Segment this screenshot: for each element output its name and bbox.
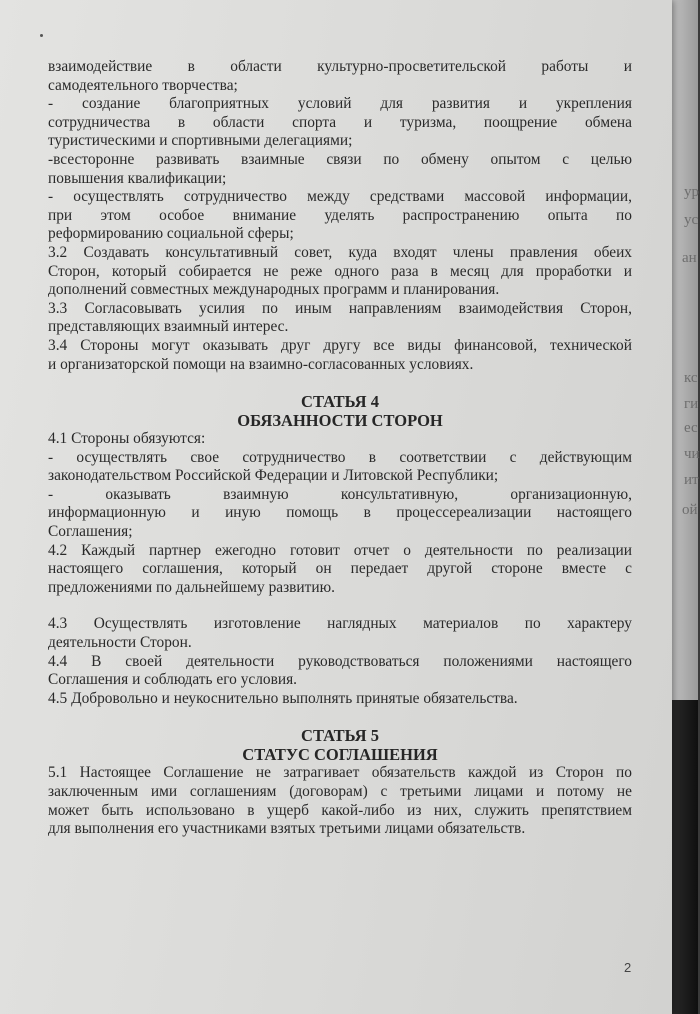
body-line: деятельности Сторон. [48, 634, 192, 652]
clause-3-3: 3.3 Согласовывать усилия по иным направлениям взаимодействия Сторон, [48, 299, 632, 317]
body-line: представляющих взаимный интерес. [48, 318, 289, 336]
body-line: Соглашения; [48, 523, 133, 541]
body-line: предложениями по дальнейшему развитию. [48, 578, 335, 596]
body-line: для выполнения его участниками взятых третьими лицами обязательств. [48, 820, 526, 838]
body-line: - осуществлять сотрудничество между средствами массовой информации, [48, 188, 632, 206]
article-5-title: СТАТУС СОГЛАШЕНИЯ [242, 745, 438, 765]
background-text-fragment: кс [684, 370, 698, 386]
body-line: может быть использовано в ущерб какой-либо из них, служить препятствием [48, 801, 632, 819]
body-line: повышения квалификации; [48, 169, 227, 187]
clause-3-2: 3.2 Создавать консультативный совет, куда входят члены правления обеих [48, 243, 632, 261]
body-line: -всесторонне развивать взаимные связи по обмену опытом с целью [48, 150, 632, 168]
body-line: Сторон, который собирается не реже одного раза в месяц для проработки и [48, 262, 632, 280]
table-surface [672, 700, 698, 1014]
body-line: при этом особое внимание уделять распространению опыта по [48, 206, 632, 224]
body-line: настоящего соглашения, который он передает другой стороне вместе с [48, 560, 632, 578]
body-line: дополнений совместных международных программ и планирования. [48, 281, 500, 299]
body-line: - оказывать взаимную консультативную, организационную, [48, 485, 632, 503]
paper-speck [40, 34, 43, 37]
section-4 [48, 430, 632, 597]
body-line: и организаторской помощи на взаимно-согласованных условиях. [48, 355, 474, 373]
body-line: заключенным ими соглашениям (договорам) с третьими лицами и потому не [48, 783, 632, 800]
clause-4-3: 4.3 Осуществлять изготовление наглядных материалов по характеру [48, 615, 632, 633]
background-text-fragment: ги [684, 396, 699, 412]
background-text-fragment: ой [682, 502, 698, 518]
section-5 [48, 764, 632, 838]
article-4-number: СТАТЬЯ 4 [301, 392, 379, 412]
body-line: - осуществлять свое сотрудничество в соответствии с действующим [48, 448, 632, 466]
background-text-fragment: ус [684, 212, 699, 228]
background-text-fragment: ес [684, 420, 698, 436]
background-text-fragment: чи [684, 446, 700, 462]
background-text-fragment: ур [684, 184, 699, 200]
clause-5-1: 5.1 Настоящее Соглашение не затрагивает обязательств каждой из Сторон по [48, 764, 632, 782]
body-line: сотрудничества в области спорта и туризма, поощрение обмена [48, 113, 632, 131]
body-line: информационную и иную помощь в процессереализации настоящего [48, 504, 632, 522]
body-line: самодеятельного творчества; [48, 76, 238, 94]
body-line: туристическими и спортивными делегациями; [48, 132, 353, 150]
clause-4-4: 4.4 В своей деятельности руководствоваться положениями настоящего [48, 652, 632, 670]
body-line: реформированию социальной сферы; [48, 225, 294, 243]
background-text-fragment: ан [682, 250, 697, 266]
document-body [48, 58, 632, 839]
clause-3-4: 3.4 Стороны могут оказывать друг другу все виды финансовой, технической [48, 336, 632, 354]
body-line: законодательством Российской Федерации и Литовской Республики; [48, 467, 499, 485]
body-line: Соглашения и соблюдать его условия. [48, 671, 298, 689]
clause-4-1: 4.1 Стороны обязуются: [48, 430, 206, 448]
clause-4-5: 4.5 Добровольно и неукоснительно выполнять принятые обязательства. [48, 689, 518, 707]
body-line: - создание благоприятных условий для развития и укрепления [48, 95, 632, 113]
section-4-continued [48, 615, 632, 708]
article-4-title: ОБЯЗАННОСТИ СТОРОН [237, 411, 443, 431]
clause-4-2: 4.2 Каждый партнер ежегодно готовит отчет о деятельности по реализации [48, 541, 632, 559]
paragraph-gap [48, 597, 632, 615]
article-5-number: СТАТЬЯ 5 [301, 726, 379, 746]
section-3-continuation [48, 58, 632, 374]
body-line: взаимодействие в области культурно-просветительской работы и [48, 58, 632, 75]
background-text-fragment: ит [684, 472, 699, 488]
page-number: 2 [624, 960, 632, 975]
